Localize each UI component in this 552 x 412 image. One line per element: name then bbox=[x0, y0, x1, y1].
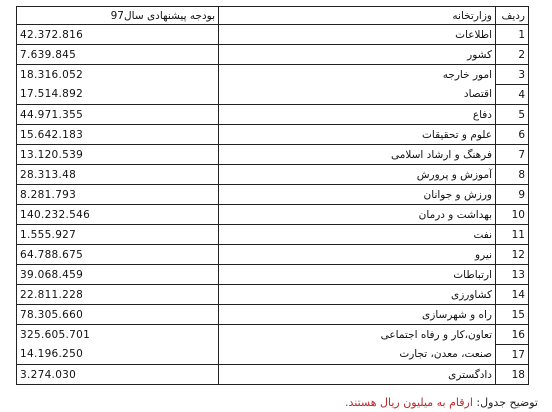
row-budget: 3.274.030 bbox=[17, 365, 219, 385]
row-budget: 13.120.539 bbox=[17, 145, 219, 165]
row-budget: 8.281.793 bbox=[17, 185, 219, 205]
row-index: 6 bbox=[496, 125, 529, 145]
row-budget: 18.316.052 bbox=[17, 65, 219, 85]
row-budget: 140.232.546 bbox=[17, 205, 219, 225]
row-index: 4 bbox=[496, 85, 529, 105]
table-row bbox=[17, 225, 529, 245]
row-budget: 7.639.845 bbox=[17, 45, 219, 65]
row-ministry: فرهنگ و ارشاد اسلامی bbox=[219, 145, 496, 165]
row-ministry: ورزش و جوانان bbox=[219, 185, 496, 205]
row-index: 10 bbox=[496, 205, 529, 225]
row-ministry: دادگستری bbox=[219, 365, 496, 385]
table-row bbox=[17, 65, 529, 85]
table-row bbox=[17, 305, 529, 325]
row-ministry: نیرو bbox=[219, 245, 496, 265]
table-row bbox=[17, 345, 529, 365]
note-label: توضیح جدول: bbox=[476, 396, 538, 409]
row-index: 1 bbox=[496, 25, 529, 45]
table-row bbox=[17, 85, 529, 105]
table-row bbox=[17, 105, 529, 125]
budget-table-container bbox=[16, 6, 528, 385]
table-row bbox=[17, 145, 529, 165]
table-row bbox=[17, 205, 529, 225]
row-ministry: آموزش و پرورش bbox=[219, 165, 496, 185]
header-index: ردیف bbox=[496, 7, 529, 25]
row-budget: 78.305.660 bbox=[17, 305, 219, 325]
table-row bbox=[17, 125, 529, 145]
row-budget: 17.514.892 bbox=[17, 85, 219, 105]
budget-table bbox=[16, 6, 529, 385]
table-note bbox=[345, 396, 538, 409]
row-budget: 64.788.675 bbox=[17, 245, 219, 265]
row-ministry: علوم و تحقیقات bbox=[219, 125, 496, 145]
row-ministry: ارتباطات bbox=[219, 265, 496, 285]
row-ministry: دفاع bbox=[219, 105, 496, 125]
table-row bbox=[17, 285, 529, 305]
row-budget: 325.605.701 bbox=[17, 325, 219, 345]
row-index: 7 bbox=[496, 145, 529, 165]
table-row bbox=[17, 165, 529, 185]
row-budget: 44.971.355 bbox=[17, 105, 219, 125]
table-header-row bbox=[17, 7, 529, 25]
row-ministry: اطلاعات bbox=[219, 25, 496, 45]
table-row bbox=[17, 25, 529, 45]
table-row bbox=[17, 245, 529, 265]
row-ministry: امور خارجه bbox=[219, 65, 496, 85]
table-row bbox=[17, 45, 529, 65]
row-budget: 39.068.459 bbox=[17, 265, 219, 285]
row-index: 9 bbox=[496, 185, 529, 205]
row-budget: 28.313.48 bbox=[17, 165, 219, 185]
row-ministry: اقتصاد bbox=[219, 85, 496, 105]
row-index: 14 bbox=[496, 285, 529, 305]
table-row bbox=[17, 185, 529, 205]
row-ministry: نفت bbox=[219, 225, 496, 245]
header-budget: بودجه پیشنهادی سال97 bbox=[17, 7, 219, 25]
row-index: 16 bbox=[496, 325, 529, 345]
row-budget: 42.372.816 bbox=[17, 25, 219, 45]
row-ministry: راه و شهرسازی bbox=[219, 305, 496, 325]
row-ministry: بهداشت و درمان bbox=[219, 205, 496, 225]
row-budget: 1.555.927 bbox=[17, 225, 219, 245]
row-index: 17 bbox=[496, 345, 529, 365]
row-ministry: تعاون،کار و رفاه اجتماعی bbox=[219, 325, 496, 345]
row-index: 2 bbox=[496, 45, 529, 65]
row-budget: 22.811.228 bbox=[17, 285, 219, 305]
table-row bbox=[17, 365, 529, 385]
row-index: 3 bbox=[496, 65, 529, 85]
note-text: ارقام به میلیون ریال هستند. bbox=[344, 396, 473, 409]
row-index: 18 bbox=[496, 365, 529, 385]
row-ministry: صنعت، معدن، تجارت bbox=[219, 345, 496, 365]
row-index: 13 bbox=[496, 265, 529, 285]
row-index: 15 bbox=[496, 305, 529, 325]
table-row bbox=[17, 265, 529, 285]
row-ministry: کشور bbox=[219, 45, 496, 65]
row-budget: 14.196.250 bbox=[17, 345, 219, 365]
table-row bbox=[17, 325, 529, 345]
row-index: 11 bbox=[496, 225, 529, 245]
row-index: 8 bbox=[496, 165, 529, 185]
row-index: 12 bbox=[496, 245, 529, 265]
row-index: 5 bbox=[496, 105, 529, 125]
row-ministry: کشاورزی bbox=[219, 285, 496, 305]
header-ministry: وزارتخانه bbox=[219, 7, 496, 25]
row-budget: 15.642.183 bbox=[17, 125, 219, 145]
